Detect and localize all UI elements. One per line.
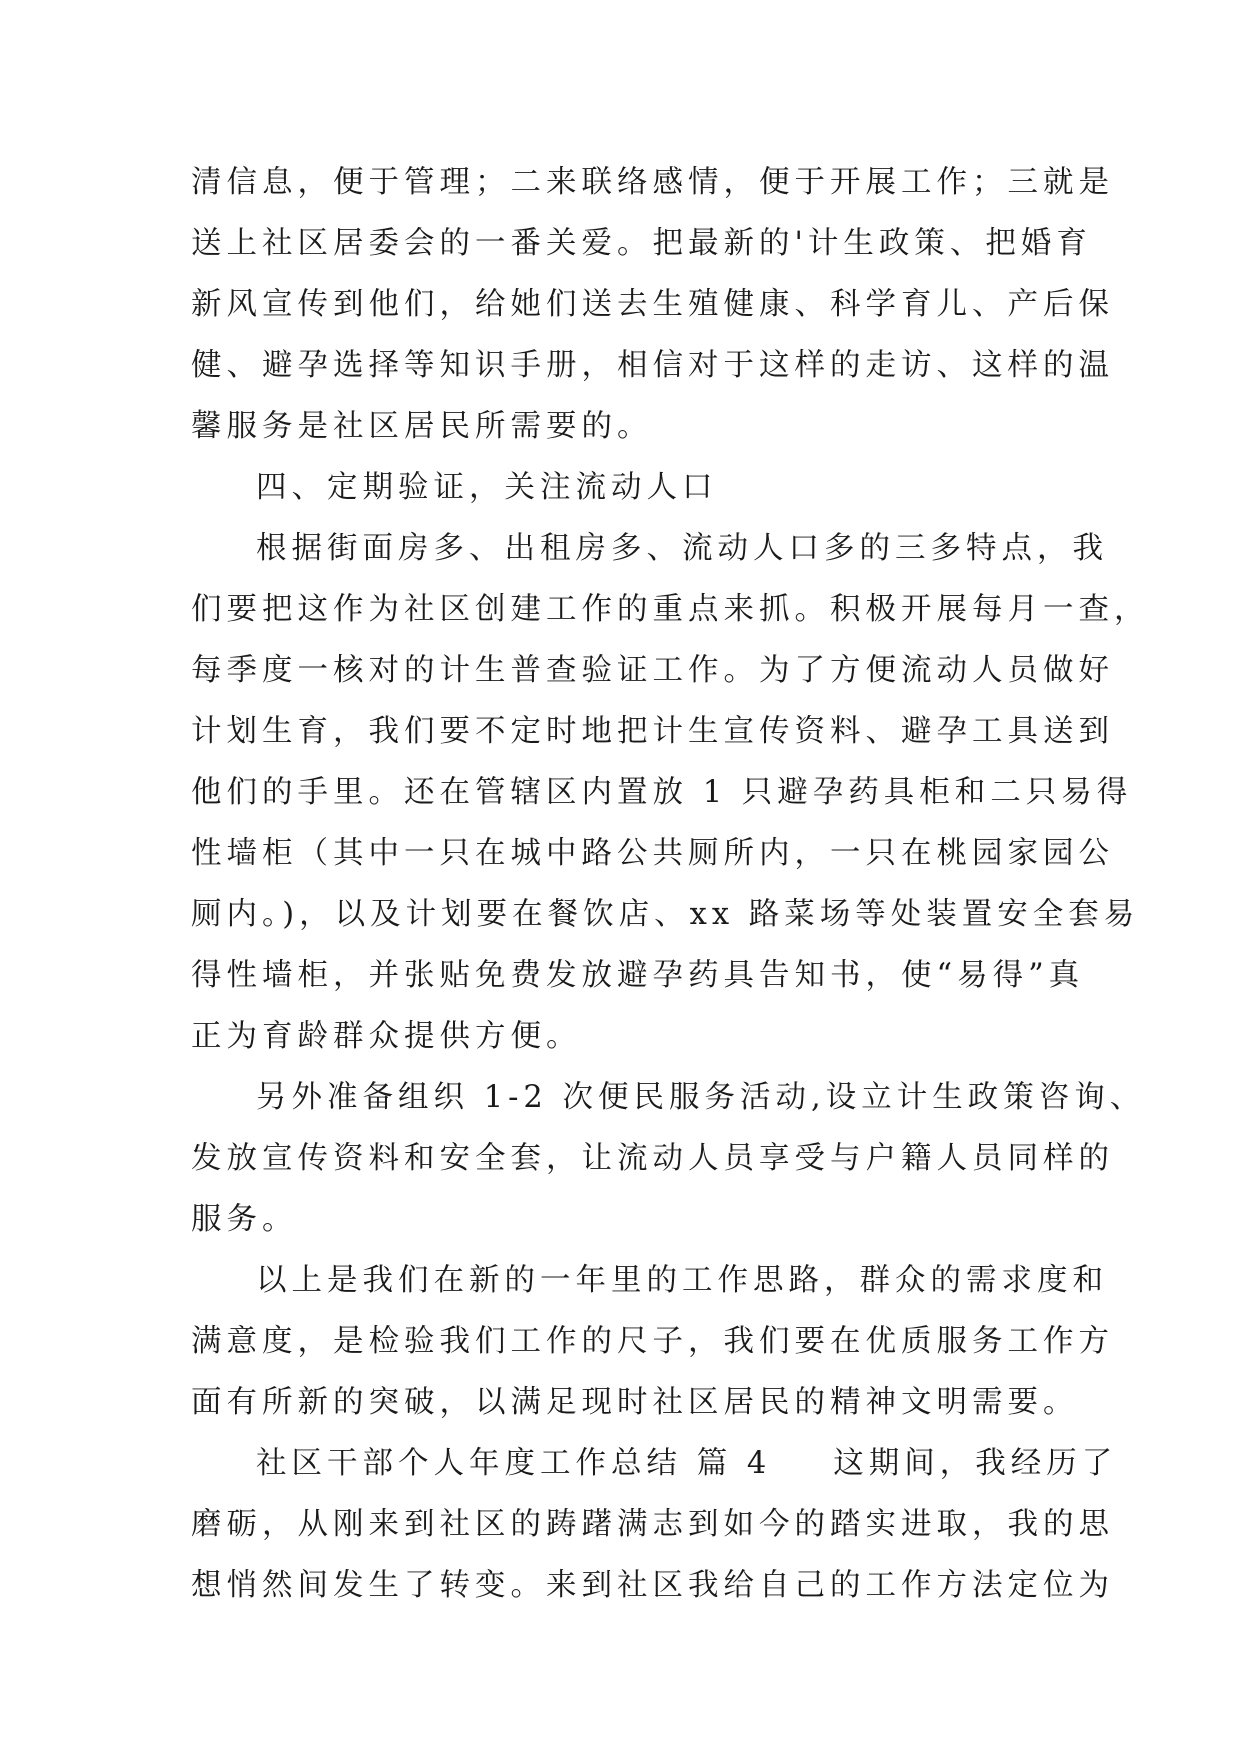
paragraph-line: 另外准备组织 1-2 次便民服务活动,设立计生政策咨询、: [256, 1080, 1146, 1115]
paragraph-line: 他们的手里。还在管辖区内置放 1 只避孕药具柜和二只易得: [191, 775, 1133, 810]
paragraph-line: 正为育龄群众提供方便。: [191, 1019, 582, 1054]
paragraph-line: 磨砺，从刚来到社区的踌躇满志到如今的踏实进取，我的思: [191, 1507, 1114, 1542]
paragraph-first-line: [191, 1433, 1118, 1494]
paragraph-line: 想悄然间发生了转变。来到社区我给自己的工作方法定位为: [191, 1568, 1114, 1603]
paragraph-line: 每季度一核对的计生普查验证工作。为了方便流动人员做好: [191, 653, 1114, 688]
paragraph-5: [191, 1433, 1118, 1616]
paragraph-line: 清信息，便于管理；二来联络感情，便于开展工作；三就是: [191, 165, 1114, 200]
paragraph-line: 送上社区居委会的一番关爱。把最新的'计生政策、把婚育: [191, 226, 1092, 261]
paragraph-line: 们要把这作为社区创建工作的重点来抓。积极开展每月一查，: [191, 592, 1150, 627]
section-title: 社区干部个人年度工作总结 篇 4: [256, 1446, 772, 1481]
document-body: [191, 152, 1150, 1616]
paragraph-line: 馨服务是社区居民所需要的。: [191, 409, 653, 444]
paragraph-1: [191, 152, 1114, 457]
paragraph-line: 面有所新的突破，以满足现时社区居民的精神文明需要。: [191, 1385, 1079, 1420]
paragraph-line-rest: 这期间，我经历了: [833, 1446, 1118, 1481]
paragraph-4: [191, 1250, 1114, 1433]
paragraph-line: 新风宣传到他们，给她们送去生殖健康、科学育儿、产后保: [191, 287, 1114, 322]
paragraph-line: 计划生育，我们要不定时地把计生宣传资料、避孕工具送到: [191, 714, 1114, 749]
paragraph-line: 以上是我们在新的一年里的工作思路，群众的需求度和: [256, 1263, 1108, 1298]
paragraph-line: 发放宣传资料和安全套，让流动人员享受与户籍人员同样的: [191, 1141, 1114, 1176]
paragraph-line: 服务。: [191, 1202, 298, 1237]
paragraph-line: 性墙柜（其中一只在城中路公共厕所内，一只在桃园家园公: [191, 836, 1114, 871]
paragraph-line: 厕内。)，以及计划要在餐饮店、xx 路菜场等处装置安全套易: [191, 897, 1140, 932]
paragraph-line: 健、避孕选择等知识手册，相信对于这样的走访、这样的温: [191, 348, 1114, 383]
paragraph-3: [191, 1067, 1146, 1250]
section-heading: 四、定期验证，关注流动人口: [256, 470, 718, 505]
paragraph-line: 满意度，是检验我们工作的尺子，我们要在优质服务工作方: [191, 1324, 1114, 1359]
paragraph-2: [191, 518, 1150, 1067]
paragraph-line: 根据街面房多、出租房多、流动人口多的三多特点，我: [256, 531, 1108, 566]
paragraph-line: 得性墙柜，并张贴免费发放避孕药具告知书，使“易得”真: [191, 958, 1085, 993]
